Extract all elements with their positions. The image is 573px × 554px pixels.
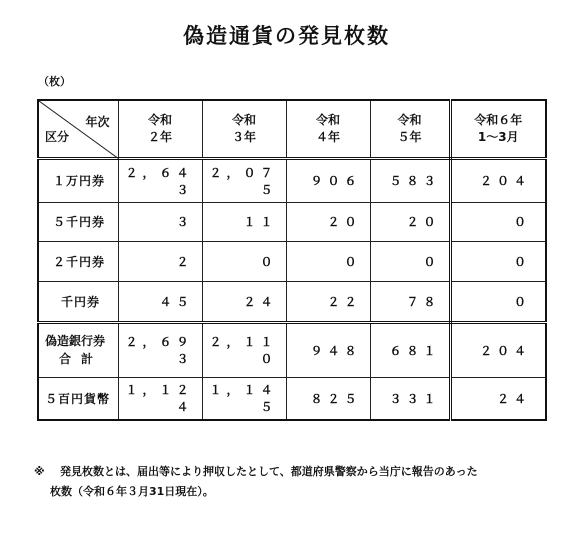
row-label: ５百円貨幣 bbox=[38, 377, 118, 420]
row-label: 千円券 bbox=[38, 281, 118, 322]
table-row bbox=[38, 202, 546, 241]
header-cell bbox=[370, 100, 450, 158]
table-cell: ２，１１０ bbox=[202, 322, 286, 377]
table-cell: ２４ bbox=[202, 281, 286, 322]
table-cell: ２０４ bbox=[450, 158, 546, 202]
header-line1: 令和 bbox=[315, 112, 340, 127]
table-cell: ０ bbox=[450, 202, 546, 241]
row-label bbox=[38, 322, 118, 377]
counterfeit-currency-table bbox=[37, 99, 547, 421]
header-cell bbox=[450, 100, 546, 158]
footnote-line2: 枚数（令和６年３月31日現在）。 bbox=[50, 485, 214, 498]
table-row bbox=[38, 377, 546, 420]
header-line2: ３年 bbox=[231, 129, 256, 144]
table-cell: ９０６ bbox=[286, 158, 370, 202]
table-cell: ２０ bbox=[286, 202, 370, 241]
table-cell: ２０ bbox=[370, 202, 450, 241]
table-cell: ２４ bbox=[450, 377, 546, 420]
table-cell: ３３１ bbox=[370, 377, 450, 420]
table-cell: ４５ bbox=[118, 281, 202, 322]
corner-year-label: 年次 bbox=[85, 115, 110, 129]
footnote-mark: ※ bbox=[34, 465, 45, 478]
header-cell bbox=[118, 100, 202, 158]
table-cell: ０ bbox=[202, 241, 286, 281]
corner-header-cell bbox=[38, 100, 118, 158]
table-cell: ５８３ bbox=[370, 158, 450, 202]
header-line2: ２年 bbox=[147, 129, 172, 144]
table-cell: ２，０７５ bbox=[202, 158, 286, 202]
table-cell: ２，６９３ bbox=[118, 322, 202, 377]
table-cell: ６８１ bbox=[370, 322, 450, 377]
row-label: ５千円券 bbox=[38, 202, 118, 241]
corner-category-label: 区分 bbox=[45, 129, 70, 144]
table-row-total bbox=[38, 322, 546, 377]
footnote bbox=[34, 462, 554, 502]
table-cell: ０ bbox=[450, 241, 546, 281]
header-line2: 1～3月 bbox=[477, 129, 519, 144]
header-cell bbox=[202, 100, 286, 158]
table-cell: １，１２４ bbox=[118, 377, 202, 420]
row-label-line2: 合計 bbox=[59, 352, 104, 366]
table-cell: ９４８ bbox=[286, 322, 370, 377]
table-cell: ８２５ bbox=[286, 377, 370, 420]
header-line1: 令和６年 bbox=[474, 112, 523, 127]
header-line1: 令和 bbox=[397, 112, 422, 127]
table-cell: ２ bbox=[118, 241, 202, 281]
unit-label: （枚） bbox=[38, 75, 71, 88]
table-cell: ０ bbox=[286, 241, 370, 281]
table-cell: ７８ bbox=[370, 281, 450, 322]
table-row bbox=[38, 158, 546, 202]
row-label-line1: 偽造銀行券 bbox=[45, 334, 106, 348]
table-cell: ２０４ bbox=[450, 322, 546, 377]
header-line1: 令和 bbox=[147, 112, 172, 127]
table-cell: ３ bbox=[118, 202, 202, 241]
row-label: １万円券 bbox=[38, 158, 118, 202]
header-line1: 令和 bbox=[231, 112, 256, 127]
table-row bbox=[38, 281, 546, 322]
table-row bbox=[38, 241, 546, 281]
page-title: 偽造通貨の発見枚数 bbox=[183, 24, 390, 48]
footnote-line1: 発見枚数とは、届出等により押収したとして、都道府県警察から当庁に報告のあった bbox=[60, 465, 478, 478]
table-cell: ２，６４３ bbox=[118, 158, 202, 202]
table-cell: ０ bbox=[370, 241, 450, 281]
table-cell: １，１４５ bbox=[202, 377, 286, 420]
row-label: ２千円券 bbox=[38, 241, 118, 281]
table-cell: ２２ bbox=[286, 281, 370, 322]
table-cell: １１ bbox=[202, 202, 286, 241]
header-line2: ５年 bbox=[397, 129, 422, 144]
header-cell bbox=[286, 100, 370, 158]
header-line2: ４年 bbox=[315, 129, 340, 144]
header-row bbox=[38, 100, 546, 158]
table-cell: ０ bbox=[450, 281, 546, 322]
